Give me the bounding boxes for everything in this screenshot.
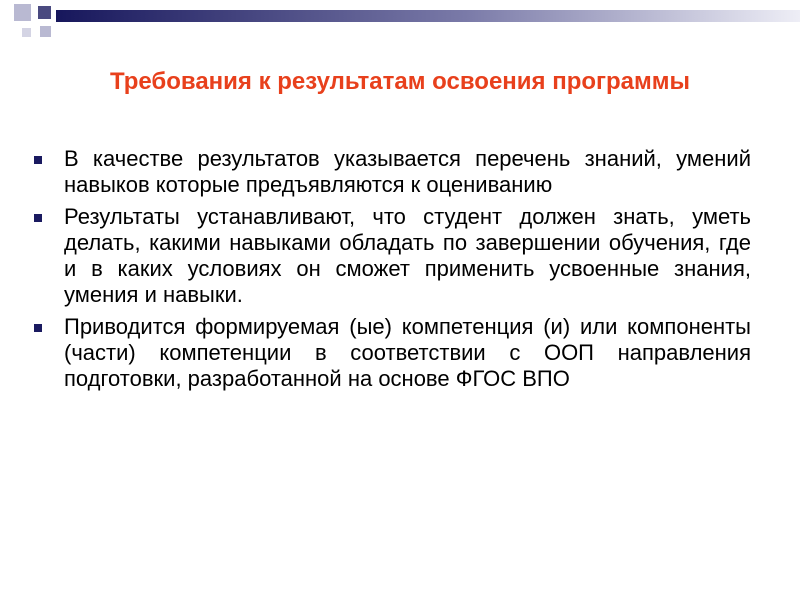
decor-square-tiny-light	[22, 28, 31, 37]
bullet-text: В качестве результатов указывается перечень знаний, умений навыков которые предъявляются к оцениванию	[64, 146, 751, 197]
square-bullet-icon	[34, 214, 42, 222]
header-decoration	[0, 0, 800, 50]
bullet-text: Результаты устанавливают, что студент должен знать, уметь делать, какими навыками обладать по завершении обучения, где и в каких условиях он сможет применить усвоенные знания, умения и навыки.	[64, 204, 751, 307]
bullet-list	[24, 146, 751, 398]
decor-square-large	[14, 4, 31, 21]
bullet-item	[24, 314, 751, 392]
bullet-text: Приводится формируемая (ые) компетенция (и) или компоненты (части) компетенции в соответствии с ООП направления подготовки, разработанной на основе ФГОС ВПО	[64, 314, 751, 391]
square-bullet-icon	[34, 324, 42, 332]
slide-title: Требования к результатам освоения программы	[109, 68, 691, 95]
bullet-item	[24, 204, 751, 308]
square-bullet-icon	[34, 156, 42, 164]
decor-square-small-dark	[38, 6, 51, 19]
decor-square-small-light	[40, 26, 51, 37]
bullet-item	[24, 146, 751, 198]
header-gradient-band	[56, 10, 800, 22]
